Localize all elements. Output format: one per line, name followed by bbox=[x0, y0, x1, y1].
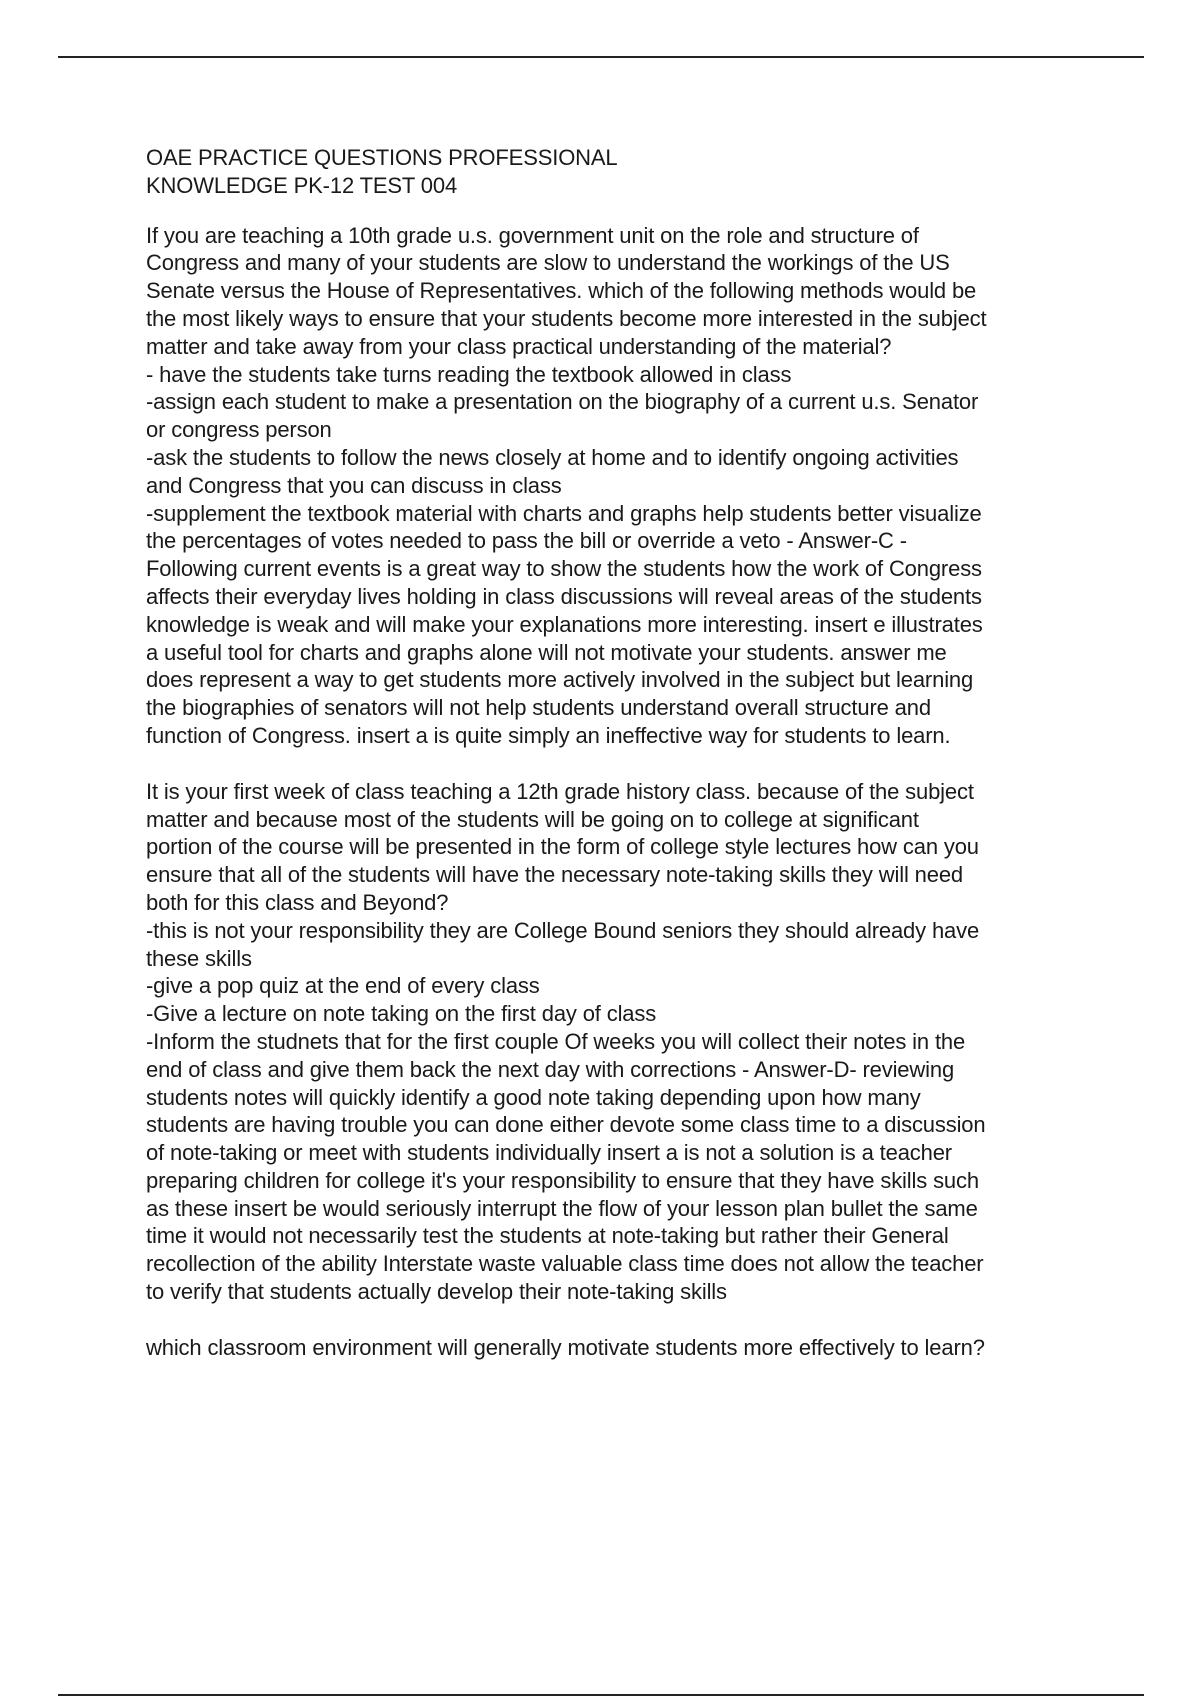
question-block-congress bbox=[146, 222, 1146, 750]
text-line: matter and because most of the students will be going on to college at significant bbox=[146, 806, 919, 832]
text-line: both for this class and Beyond? bbox=[146, 889, 449, 915]
text-line: to verify that students actually develop their note-taking skills bbox=[146, 1279, 727, 1305]
text-line: or congress person bbox=[146, 417, 332, 443]
title-line: KNOWLEDGE PK-12 TEST 004 bbox=[146, 172, 458, 198]
text-line: as these insert be would seriously interrupt the flow of your lesson plan bullet the same bbox=[146, 1195, 978, 1221]
text-line: affects their everyday lives holding in class discussions will reveal areas of the students bbox=[146, 583, 982, 609]
document-title bbox=[146, 144, 1146, 200]
text-line: which classroom environment will generally motivate students more effectively to learn? bbox=[146, 1334, 985, 1360]
text-line: end of class and give them back the next day with corrections - Answer-D- reviewing bbox=[146, 1056, 955, 1082]
text-line: the percentages of votes needed to pass the bill or override a veto - Answer-C - bbox=[146, 528, 907, 554]
text-line: the most likely ways to ensure that your students become more interested in the subject bbox=[146, 305, 987, 331]
top-rule bbox=[58, 56, 1144, 58]
text-line: ensure that all of the students will have the necessary note-taking skills they will need bbox=[146, 862, 963, 888]
text-line: these skills bbox=[146, 945, 252, 971]
text-line: preparing children for college it's your responsibility to ensure that they have skills such bbox=[146, 1167, 979, 1193]
text-line: portion of the course will be presented in the form of college style lectures how can you bbox=[146, 834, 979, 860]
document-body bbox=[146, 144, 1146, 1362]
text-line: a useful tool for charts and graphs alone will not motivate your students. answer me bbox=[146, 639, 947, 665]
text-line: Senate versus the House of Representatives. which of the following methods would be bbox=[146, 278, 977, 304]
text-line: Following current events is a great way to show the students how the work of Congress bbox=[146, 556, 982, 582]
text-line: does represent a way to get students more actively involved in the subject but learning bbox=[146, 667, 974, 693]
text-line: the biographies of senators will not help students understand overall structure and bbox=[146, 695, 931, 721]
text-line: time it would not necessarily test the students at note-taking but rather their General bbox=[146, 1223, 949, 1249]
text-line: matter and take away from your class practical understanding of the material? bbox=[146, 333, 892, 359]
question-blocks bbox=[146, 222, 1146, 1362]
text-line: knowledge is weak and will make your explanations more interesting. insert e illustrates bbox=[146, 611, 983, 637]
text-line: -assign each student to make a presentation on the biography of a current u.s. Senator bbox=[146, 389, 979, 415]
text-line: -give a pop quiz at the end of every class bbox=[146, 973, 540, 999]
text-line: students notes will quickly identify a good note taking depending upon how many bbox=[146, 1084, 921, 1110]
text-line: and Congress that you can discuss in class bbox=[146, 472, 562, 498]
text-line: If you are teaching a 10th grade u.s. government unit on the role and structure of bbox=[146, 222, 919, 248]
text-line: -this is not your responsibility they are College Bound seniors they should already have bbox=[146, 917, 980, 943]
text-line: It is your first week of class teaching a 12th grade history class. because of the subject bbox=[146, 778, 974, 804]
text-line: -Inform the studnets that for the first couple Of weeks you will collect their notes in the bbox=[146, 1028, 966, 1054]
text-line: -ask the students to follow the news closely at home and to identify ongoing activities bbox=[146, 444, 959, 470]
text-line: -supplement the textbook material with charts and graphs help students better visualize bbox=[146, 500, 982, 526]
text-line: - have the students take turns reading the textbook allowed in class bbox=[146, 361, 792, 387]
title-line: OAE PRACTICE QUESTIONS PROFESSIONAL bbox=[146, 145, 618, 170]
question-block-note-taking bbox=[146, 778, 1146, 1306]
text-line: -Give a lecture on note taking on the first day of class bbox=[146, 1001, 657, 1027]
text-line: of note-taking or meet with students individually insert a is not a solution is a teacher bbox=[146, 1140, 952, 1166]
text-line: Congress and many of your students are slow to understand the workings of the US bbox=[146, 250, 950, 276]
bottom-rule bbox=[58, 1694, 1144, 1696]
text-line: function of Congress. insert a is quite simply an ineffective way for students to learn. bbox=[146, 722, 951, 748]
question-block-classroom-environment bbox=[146, 1334, 1146, 1362]
text-line: recollection of the ability Interstate waste valuable class time does not allow the teacher bbox=[146, 1251, 984, 1277]
text-line: students are having trouble you can done either devote some class time to a discussion bbox=[146, 1112, 986, 1138]
